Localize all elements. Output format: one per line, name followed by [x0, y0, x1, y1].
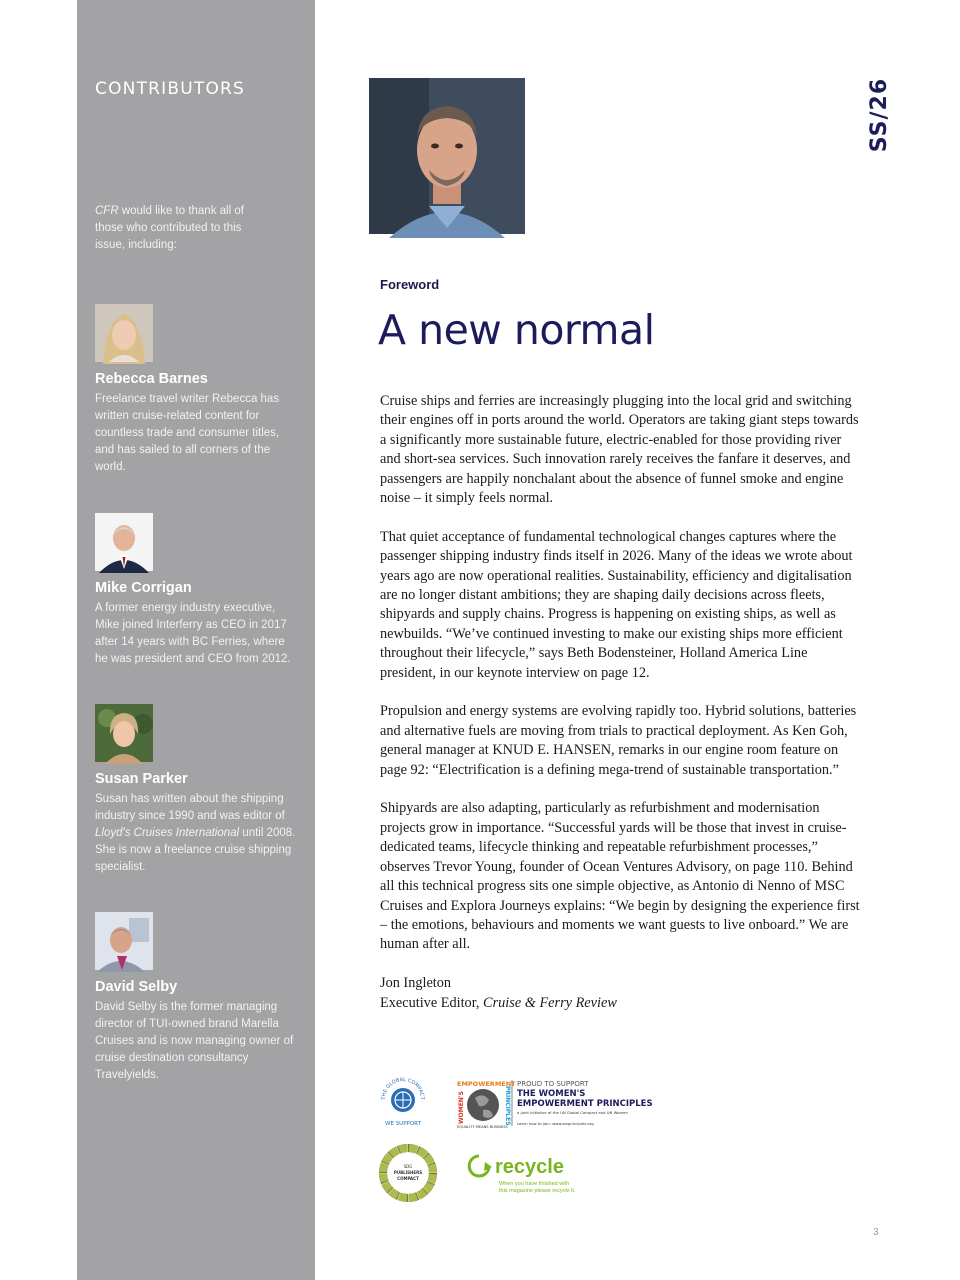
role-text: Executive Editor,: [380, 994, 484, 1011]
contributor-bio: David Selby is the former managing director of TUI-owned brand Marella Cruises and is now managing owner of cruise destination consultancy Travelyields.: [95, 1001, 294, 1081]
recycle-logo: [465, 1150, 595, 1198]
svg-text:EMPOWERMENT: EMPOWERMENT: [457, 1080, 516, 1088]
svg-text:Learn how to join: www.weprinc: Learn how to join: www.weprinciples.org: [517, 1121, 594, 1126]
svg-text:COMPACT: COMPACT: [397, 1176, 419, 1181]
issue-tag: [840, 70, 900, 160]
issue-code: SS/26: [867, 77, 892, 153]
svg-text:a joint initiative of the UN G: a joint initiative of the UN Global Compact and UN Women: [517, 1110, 628, 1115]
intro-text: would like to thank all of those who contributed to this issue, including:: [95, 205, 244, 251]
contributor-bio: [95, 791, 300, 876]
article-paragraph: Shipyards are also adapting, particularly as refurbishment and modernisation projects grow in importance. “Successful yards will be those that invest in cruise-dedicated teams, lifecycle thinking and repeatable refurbishment processes,” observes Trevor Young, founder of Ocean Ventures Advisory, on page 110. Behind all this technical progress sits one simple objective, as Antonio di Nenno of MSC Cruises and Explora Journeys explains: “We begin by designing the experience first – the emotions, behaviours and moments we want guests to live onboard.” We are human after all.: [380, 800, 860, 953]
avatar: [95, 912, 153, 970]
svg-text:THE WOMEN'S: THE WOMEN'S: [517, 1089, 586, 1099]
svg-text:PRINCIPLES: PRINCIPLES: [504, 1086, 511, 1126]
svg-text:this magazine please recycle i: this magazine please recycle it.: [499, 1188, 576, 1194]
contributor-david-selby: [95, 912, 300, 1084]
publication-name: Lloyd's Cruises International: [95, 827, 240, 839]
svg-text:recycle: recycle: [495, 1156, 564, 1178]
author-name: Jon Ingleton: [380, 975, 452, 992]
publication-title: Cruise & Ferry Review: [483, 994, 617, 1011]
avatar: [95, 704, 153, 762]
contributor-name: Susan Parker: [95, 771, 188, 787]
signoff: [380, 974, 860, 1013]
author-role: [380, 994, 860, 1013]
article-paragraph: Cruise ships and ferries are increasingly plugging into the local grid and switching their engines off in ports around the world. Operators are taking giant steps towards a significantly more sustainable future, electric-enabled for those providing river and short-sea services. Such innovation rarely receives the fanfare it deserves, and passengers are happily nonchalant about the absence of funnel smoke and engine noise – it simply feels normal.: [380, 393, 859, 507]
avatar: [95, 513, 153, 571]
svg-text:WE SUPPORT: WE SUPPORT: [385, 1121, 421, 1127]
svg-text:When you have finished with: When you have finished with: [499, 1181, 570, 1187]
svg-text:PROUD TO SUPPORT: PROUD TO SUPPORT: [517, 1080, 589, 1088]
svg-text:WOMEN'S: WOMEN'S: [458, 1091, 465, 1124]
svg-text:EQUALITY MEANS BUSINESS: EQUALITY MEANS BUSINESS: [457, 1125, 508, 1129]
svg-text:THE GLOBAL COMPACT: THE GLOBAL COMPACT: [380, 1076, 426, 1100]
page-number: 3: [873, 1227, 879, 1238]
contributors-intro: [95, 203, 270, 254]
svg-text:PUBLISHERS: PUBLISHERS: [393, 1170, 423, 1175]
contributor-name: Mike Corrigan: [95, 580, 192, 596]
contributors-sidebar: [77, 0, 315, 1280]
weps-logo: [457, 1078, 653, 1130]
avatar: [95, 304, 153, 362]
sdg-publishers-compact-logo: [381, 1146, 435, 1200]
contributors-heading: CONTRIBUTORS: [95, 79, 246, 99]
article-title: A new normal: [378, 306, 655, 354]
svg-text:SDG: SDG: [403, 1164, 413, 1169]
contributor-rebecca-barnes: [95, 304, 300, 476]
contributor-name: Rebecca Barnes: [95, 371, 208, 387]
publication-abbrev: CFR: [95, 205, 119, 217]
bio-text: until 2008. She is now a freelance cruise shipping specialist.: [95, 827, 296, 873]
global-compact-logo: [378, 1072, 428, 1130]
section-kicker: Foreword: [380, 277, 440, 292]
svg-text:EMPOWERMENT PRINCIPLES: EMPOWERMENT PRINCIPLES: [517, 1099, 653, 1109]
contributor-name: David Selby: [95, 979, 178, 995]
article-paragraph: Propulsion and energy systems are evolving rapidly too. Hybrid solutions, batteries and alternative fuels are moving from trials to practical deployment. As Ken Goh, general manager at KNUD E. HANSEN, remarks in our engine room feature on page 92: “Electrification is a defining mega-trend of sustainable transportation.”: [380, 703, 857, 778]
editor-portrait: [369, 78, 525, 234]
article-body: [380, 392, 860, 1013]
contributor-bio: A former energy industry executive, Mike joined Interferry as CEO in 2017 after 14 years with BC Ferries, where he was president and CEO from 2012.: [95, 602, 291, 665]
bio-text: Susan has written about the shipping industry since 1990 and was editor of: [95, 793, 285, 822]
contributor-bio: Freelance travel writer Rebecca has written cruise-related content for countless trade and consumer titles, and has sailed to all corners of the world.: [95, 393, 280, 473]
article-paragraph: That quiet acceptance of fundamental technological changes captures where the passenger shipping industry finds itself in 2026. Many of the ideas we wrote about years ago are now operational realities. Sustainability, efficiency and digitalisation are no longer distant ambitions; they are shaping daily decisions across fleets, shipyards and supply chains. Progress is happening on existing ships, as well as newbuilds. “We’ve continued investing to make our existing ships more efficient throughout their lifecycle,” says Beth Bodensteiner, Holland America Line president, in our keynote interview on page 12.: [380, 528, 853, 681]
contributor-mike-corrigan: [95, 513, 300, 668]
contributor-susan-parker: [95, 704, 300, 876]
logo-block: [378, 1072, 678, 1207]
